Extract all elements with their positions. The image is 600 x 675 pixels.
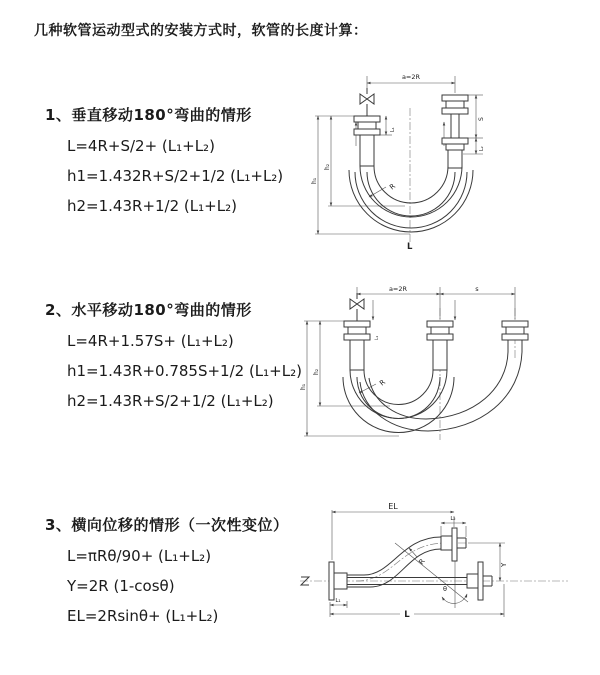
d1-label-h2: h₂ (324, 163, 331, 170)
d3-label-y: Y (500, 562, 508, 567)
diagram-vertical-bend (310, 66, 550, 266)
formula-line: h1=1.432R+S/2+1/2 (L₁+L₂) (67, 167, 284, 185)
d1-label-a2r: a=2R (401, 73, 421, 81)
d1-label-l1: L₁ (390, 127, 396, 132)
formula-line: h1=1.43R+0.785S+1/2 (L₁+L₂) (67, 362, 302, 380)
d3-label-r: R (417, 557, 427, 567)
formula-line: L=4R+1.57S+ (L₁+L₂) (67, 332, 234, 350)
page-title: 几种软管运动型式的安装方式时，软管的长度计算： (34, 23, 368, 39)
d2-label-r: R (378, 378, 388, 388)
d3-hose-and-fittings (301, 528, 492, 600)
d3-label-l: L (404, 610, 410, 620)
d2-dimension-lines (304, 287, 515, 436)
d3-label-el: EL (388, 502, 398, 511)
d1-label-h1: h₁ (311, 177, 318, 184)
diagram-lateral-displacement (296, 498, 596, 645)
d2-label-h1: h₁ (300, 383, 307, 390)
section-1 (45, 104, 283, 221)
d1-label-l2: L₂ (479, 146, 485, 151)
formula-line: Y=2R (1-cosθ) (67, 577, 175, 595)
formula-line: EL=2Rsinθ+ (L₁+L₂) (67, 607, 219, 625)
d2-label-s: s (475, 285, 479, 293)
d1-label-r: R (388, 182, 398, 192)
d1-label-s: S (478, 117, 485, 121)
section-3 (45, 514, 288, 631)
formula-line: L=πRθ/90+ (L₁+L₂) (67, 547, 212, 565)
d3-label-l1: L₁ (335, 598, 341, 604)
formula-line: L=4R+S/2+ (L₁+L₂) (67, 137, 215, 155)
section-3-heading: 3、横向位移的情形（一次性变位） (45, 516, 289, 534)
diagram-horizontal-bend (300, 278, 565, 468)
section-2-heading: 2、水平移动180°弯曲的情形 (45, 301, 252, 319)
formula-line: h2=1.43R+S/2+1/2 (L₁+L₂) (67, 392, 274, 410)
section-2 (45, 299, 302, 416)
d2-label-l1: L₁ (375, 335, 380, 340)
d1-hose-and-fittings (349, 88, 473, 232)
d1-label-l: L (407, 242, 413, 252)
d3-label-theta: θ (443, 585, 447, 593)
d2-label-h2: h₂ (313, 368, 320, 375)
d2-hose-and-fittings (343, 293, 528, 433)
section-1-heading: 1、垂直移动180°弯曲的情形 (45, 106, 252, 124)
d2-label-a2r: a=2R (388, 285, 408, 293)
d3-label-l2: L₂ (450, 516, 456, 522)
formula-line: h2=1.43R+1/2 (L₁+L₂) (67, 197, 237, 215)
